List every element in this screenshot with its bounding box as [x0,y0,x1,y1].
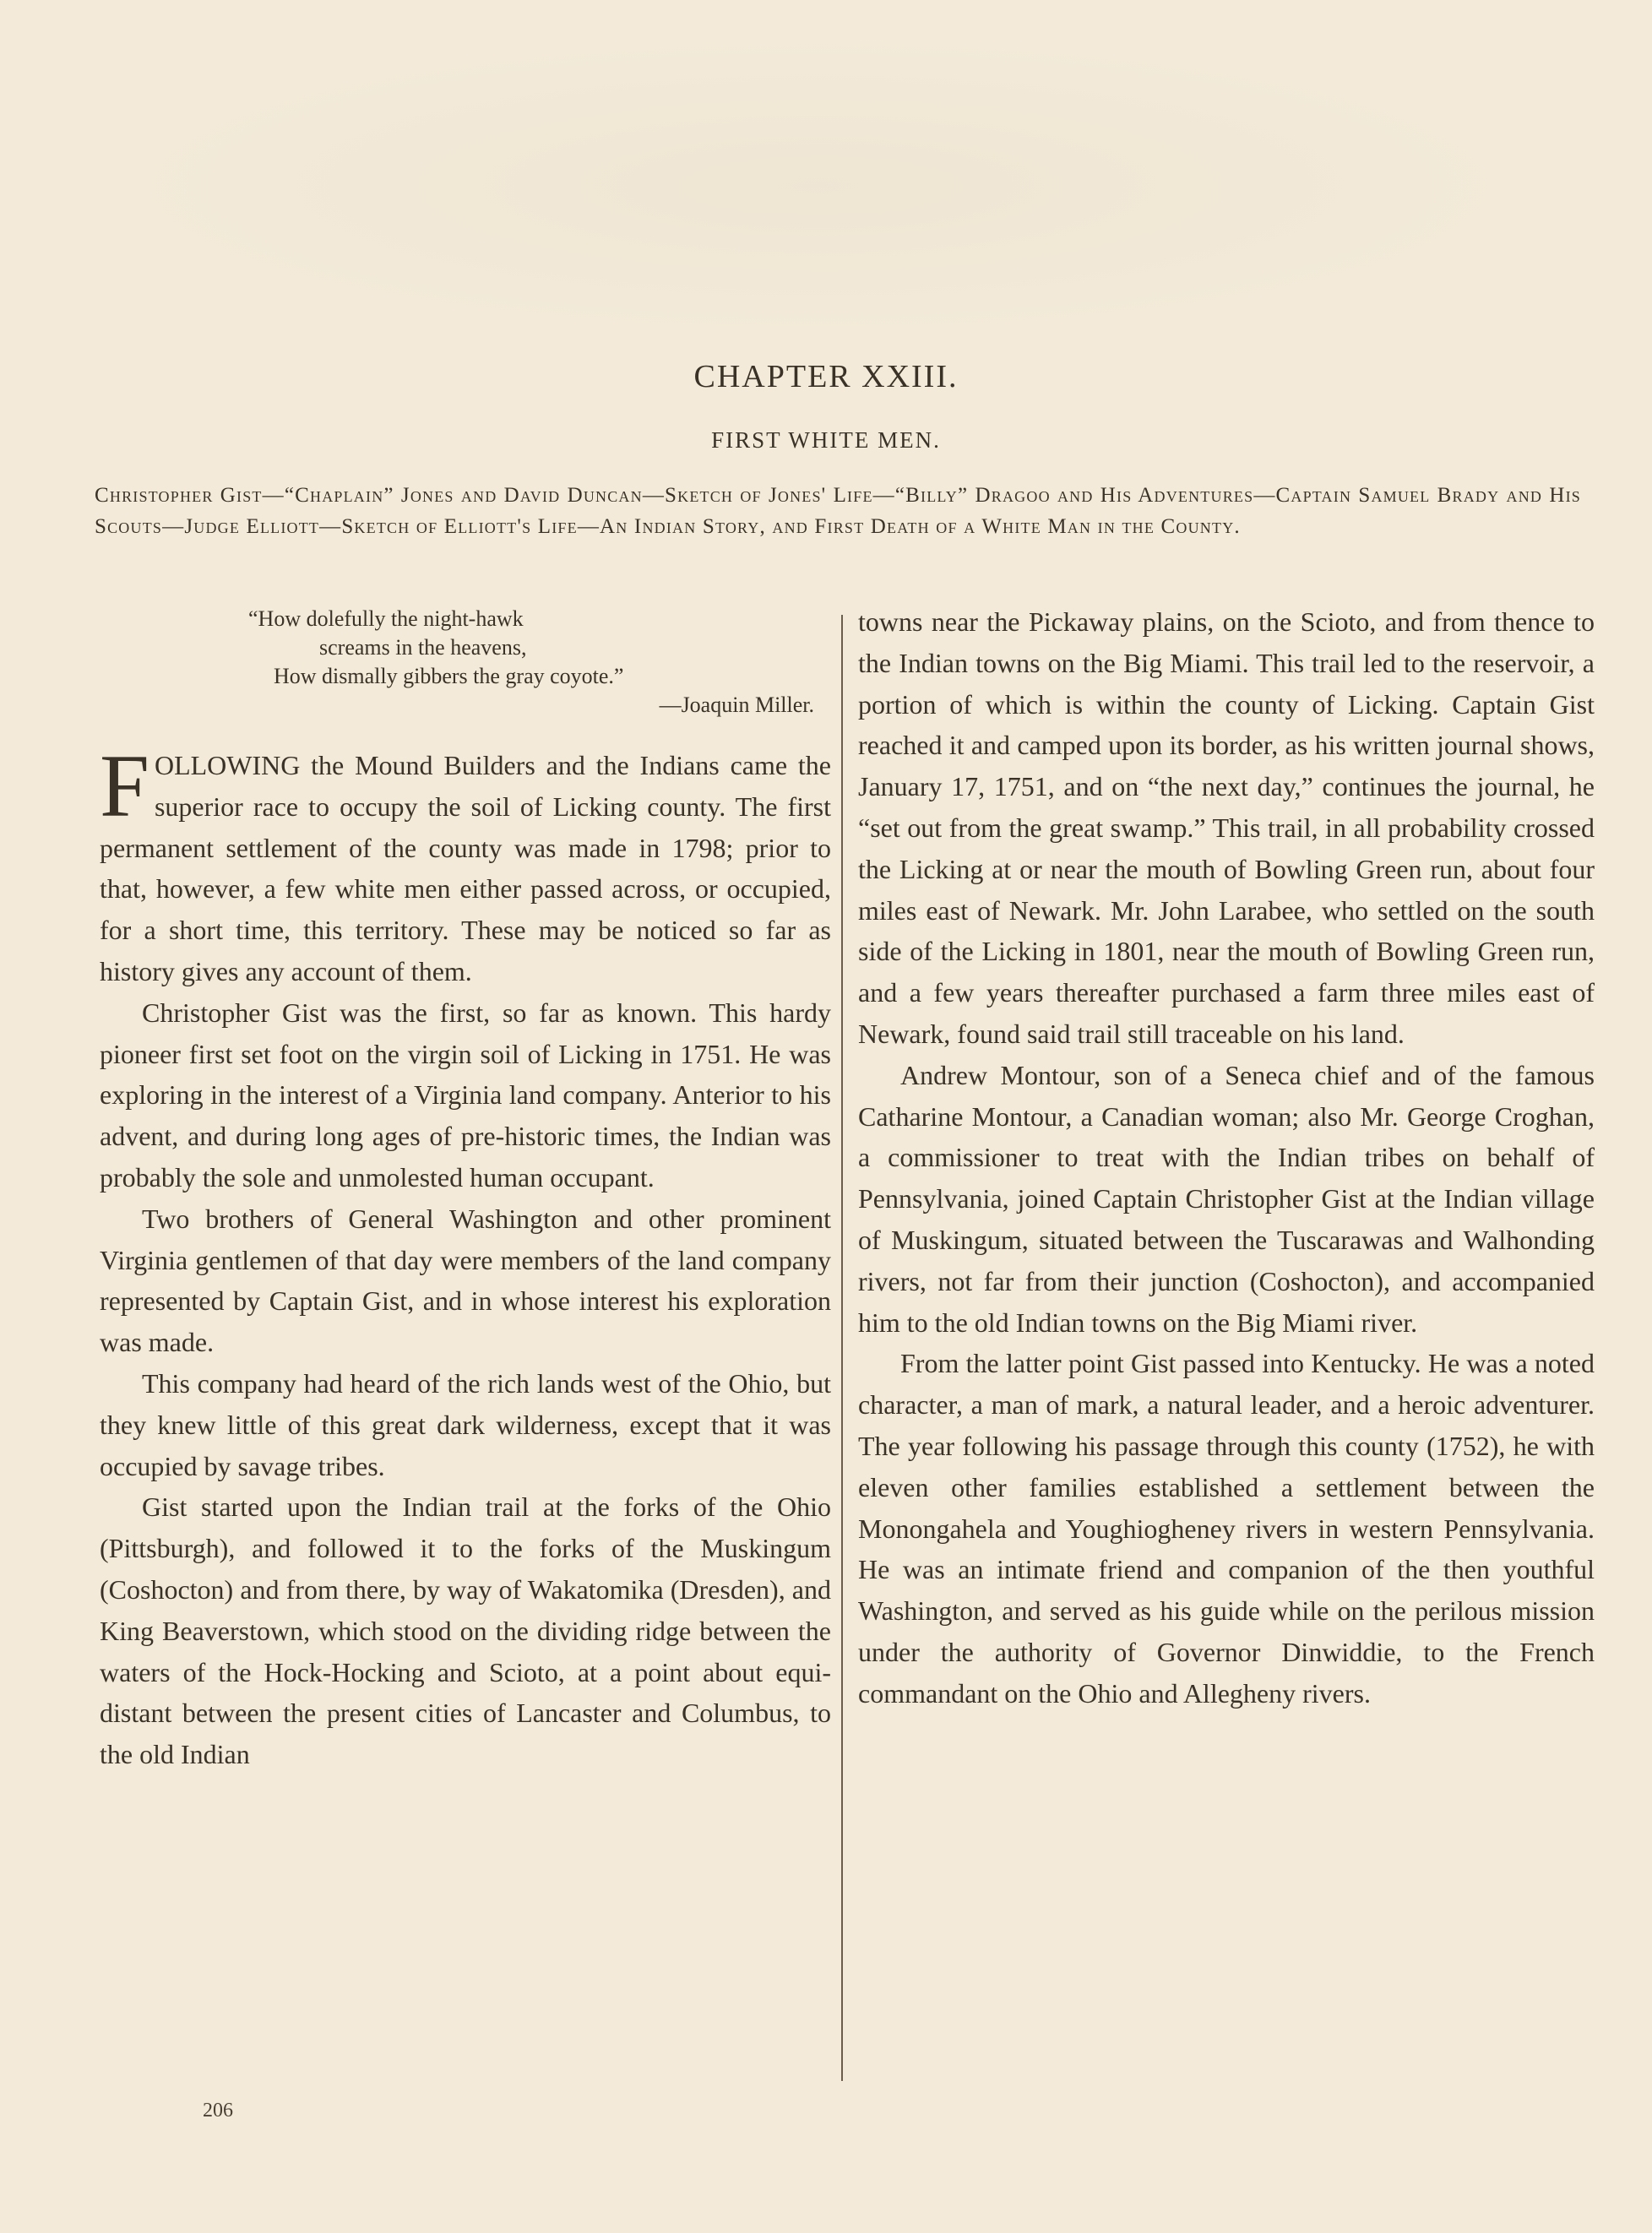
drop-cap: F [100,736,149,835]
epigraph-line: screams in the heavens, [319,635,527,660]
paragraph: Andrew Montour, son of a Seneca chief and of the famous Catharine Montour, a Canadian woman; also Mr. George Croghan, a commissioner to treat with the Indian tribes on behalf of Pennsylvania, joined Captain Christopher Gist at the Indian village of Muskingum, situated between the Tuscarawas and Walhonding rivers, not far from their junction (Coshocton), and accompanied him to the old Indian towns on the Big Miami river. [858,1059,1595,1338]
epigraph-line: How dismally gibbers the gray coyote.” [274,664,624,688]
paragraph: towns near the Pickaway plains, on the Scioto, and from thence to the Indian towns on the Big Miami. This trail led to the reservoir, a portion of which is within the county of Licking. Captain Gist reached it and camped upon its border, as his written journal shows, January 17, 1751, and on “the next day,” continues the journal, he “set out from the great swamp.” This trail, in all probability crossed the Licking at or near the mouth of Bowling Green run, about four miles east of Newark. Mr. John Larabee, who settled on the south side of the Licking in 1801, near the mouth of Bowling Green run, and a few years thereafter purchased a farm three miles east of Newark, found said trail still traceable on his land. [858,606,1595,1049]
right-column [858,601,1595,1714]
epigraph-line: “How dolefully the night-hawk [248,606,524,631]
paragraph: Gist started upon the Indian trail at the forks of the Ohio (Pittsburgh), and followed it to the forks of the Muskingum (Coshocton) and from there, by way of Wakatomika (Dresden), and King Beaverstown, which stood on the dividing ridge between the waters of the Hock-Hocking and Scioto, at a point about equi-distant between the present cities of Lancaster and Columbus, to the old Indian [100,1491,831,1770]
page-number: 206 [203,2100,233,2122]
section-title: FIRST WHITE MEN. [711,427,941,453]
paragraph [100,736,831,992]
paragraph: From the latter point Gist passed into Kentucky. He was a noted character, a man of mark, a natural leader, and a heroic adventurer. The year following his passage through this county (1752), he with eleven other families established a settlement between the Monongahela and Youghiogheney rivers in western Pennsylvania. He was an intimate friend and companion of the then youthful Washington, and served as his guide while on the perilous mission under the authority of Governor Dinwiddie, to the French commandant on the Ohio and Allegheny rivers. [858,1348,1595,1709]
epigraph [100,605,831,720]
column-divider [841,615,843,2081]
bleed-through-shadow [101,34,1537,338]
paragraph: Christopher Gist was the first, so far as known. This hardy pioneer first set foot on the virgin soil of Licking in 1751. He was exploring in the interest of a Virginia land company. Anterior to his advent, and during long ages of pre-historic times, the Indian was probably the sole and unmolested human occupant. [100,997,831,1193]
chapter-synopsis: Christopher Gist—“Chaplain” Jones and David Duncan—Sketch of Jones' Life—“Billy” Dragoo and His Adventures—Captain Samuel Brady and His Scouts—Judge Elliott—Sketch of Elliott's Life—An Indian Story, and First Death of a White Man in the County. [95,484,1581,538]
chapter-title: CHAPTER XXIII. [693,359,959,394]
paragraph: Two brothers of General Washington and other prominent Virginia gentlemen of that day were members of the land company represented by Captain Gist, and in whose interest his exploration was made. [100,1203,831,1358]
left-column [100,601,831,1775]
paragraph: This company had heard of the rich lands west of the Ohio, but they knew little of this great dark wilderness, except that it was occupied by savage tribes. [100,1367,831,1481]
paragraph-text: OLLOWING the Mound Builders and the Indians came the superior race to occupy the soil of Licking county. The first permanent settlement of the county was made in 1798; prior to that, however, a few white men either passed across, or occupied, for a short time, this territory. These may be noticed so far as history gives any account of them. [100,750,831,986]
epigraph-attribution: —Joaquin Miller. [659,693,814,717]
